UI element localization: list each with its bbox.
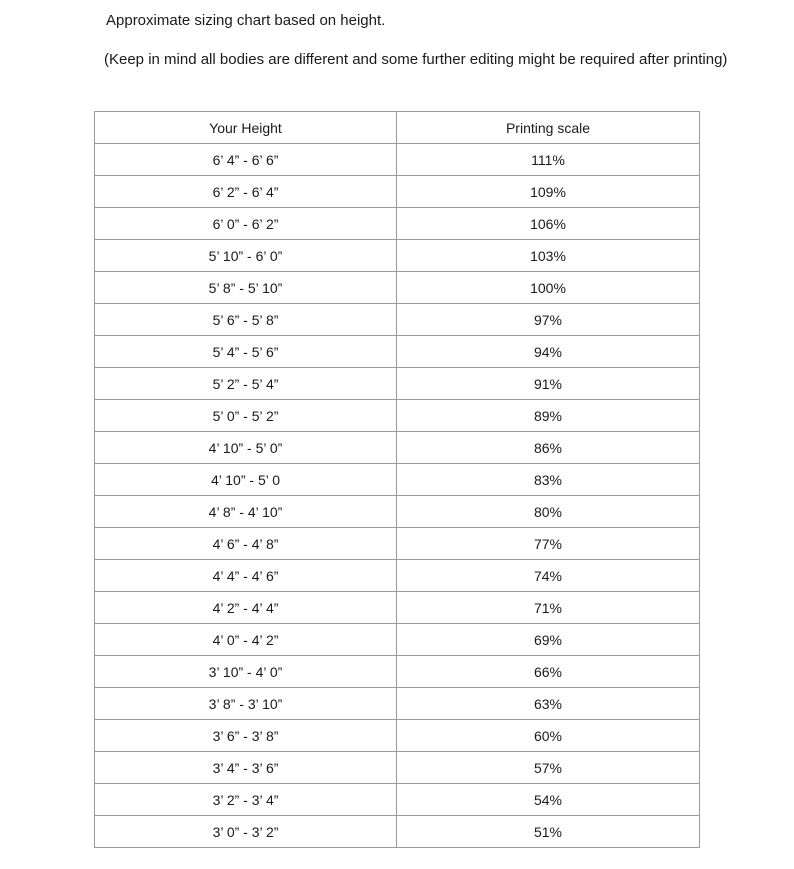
table-row <box>95 304 700 336</box>
table-row <box>95 464 700 496</box>
height-range-cell: 3’ 10” - 4’ 0” <box>95 656 397 688</box>
table-row <box>95 752 700 784</box>
height-range-cell: 5’ 0” - 5’ 2” <box>95 400 397 432</box>
printing-scale-cell: 54% <box>397 784 700 816</box>
table-row <box>95 560 700 592</box>
printing-scale-cell: 94% <box>397 336 700 368</box>
table-row <box>95 368 700 400</box>
printing-scale-cell: 83% <box>397 464 700 496</box>
printing-scale-cell: 77% <box>397 528 700 560</box>
table-row <box>95 816 700 848</box>
table-row <box>95 240 700 272</box>
height-range-cell: 4’ 6” - 4’ 8” <box>95 528 397 560</box>
table-row <box>95 656 700 688</box>
printing-scale-cell: 89% <box>397 400 700 432</box>
page-title: Approximate sizing chart based on height. <box>106 12 386 29</box>
printing-scale-cell: 100% <box>397 272 700 304</box>
table-row <box>95 496 700 528</box>
table-row <box>95 208 700 240</box>
disclaimer-note: (Keep in mind all bodies are different and some further editing might be required after printing) <box>104 51 728 68</box>
height-range-cell: 4’ 2” - 4’ 4” <box>95 592 397 624</box>
height-range-cell: 3’ 4” - 3’ 6” <box>95 752 397 784</box>
height-range-cell: 4’ 10” - 5’ 0” <box>95 432 397 464</box>
printing-scale-cell: 69% <box>397 624 700 656</box>
table-row <box>95 720 700 752</box>
height-range-cell: 6’ 4” - 6’ 6” <box>95 144 397 176</box>
height-range-cell: 4’ 0” - 4’ 2” <box>95 624 397 656</box>
height-range-cell: 5’ 2” - 5’ 4” <box>95 368 397 400</box>
printing-scale-cell: 86% <box>397 432 700 464</box>
table-header-row <box>95 112 700 144</box>
height-range-cell: 4’ 4” - 4’ 6” <box>95 560 397 592</box>
sizing-table <box>94 111 700 848</box>
printing-scale-cell: 74% <box>397 560 700 592</box>
printing-scale-cell: 63% <box>397 688 700 720</box>
column-header-height: Your Height <box>95 112 397 144</box>
printing-scale-cell: 111% <box>397 144 700 176</box>
table-row <box>95 784 700 816</box>
table-row <box>95 176 700 208</box>
height-range-cell: 4’ 8” - 4’ 10” <box>95 496 397 528</box>
printing-scale-cell: 60% <box>397 720 700 752</box>
table-row <box>95 528 700 560</box>
table-row <box>95 336 700 368</box>
height-range-cell: 6’ 0” - 6’ 2” <box>95 208 397 240</box>
height-range-cell: 5’ 10” - 6’ 0” <box>95 240 397 272</box>
table-row <box>95 144 700 176</box>
height-range-cell: 6’ 2” - 6’ 4” <box>95 176 397 208</box>
table-row <box>95 624 700 656</box>
height-range-cell: 3’ 8” - 3’ 10” <box>95 688 397 720</box>
printing-scale-cell: 103% <box>397 240 700 272</box>
column-header-scale: Printing scale <box>397 112 700 144</box>
printing-scale-cell: 51% <box>397 816 700 848</box>
height-range-cell: 5’ 4” - 5’ 6” <box>95 336 397 368</box>
table-row <box>95 688 700 720</box>
printing-scale-cell: 80% <box>397 496 700 528</box>
printing-scale-cell: 106% <box>397 208 700 240</box>
table-row <box>95 432 700 464</box>
printing-scale-cell: 109% <box>397 176 700 208</box>
printing-scale-cell: 66% <box>397 656 700 688</box>
printing-scale-cell: 71% <box>397 592 700 624</box>
height-range-cell: 5’ 8” - 5’ 10” <box>95 272 397 304</box>
table-body <box>95 144 700 848</box>
height-range-cell: 5’ 6” - 5’ 8” <box>95 304 397 336</box>
height-range-cell: 3’ 6” - 3’ 8” <box>95 720 397 752</box>
printing-scale-cell: 97% <box>397 304 700 336</box>
table-row <box>95 592 700 624</box>
table-row <box>95 272 700 304</box>
height-range-cell: 3’ 0” - 3’ 2” <box>95 816 397 848</box>
table-row <box>95 400 700 432</box>
height-range-cell: 3’ 2” - 3’ 4” <box>95 784 397 816</box>
height-range-cell: 4’ 10” - 5’ 0 <box>95 464 397 496</box>
printing-scale-cell: 91% <box>397 368 700 400</box>
printing-scale-cell: 57% <box>397 752 700 784</box>
